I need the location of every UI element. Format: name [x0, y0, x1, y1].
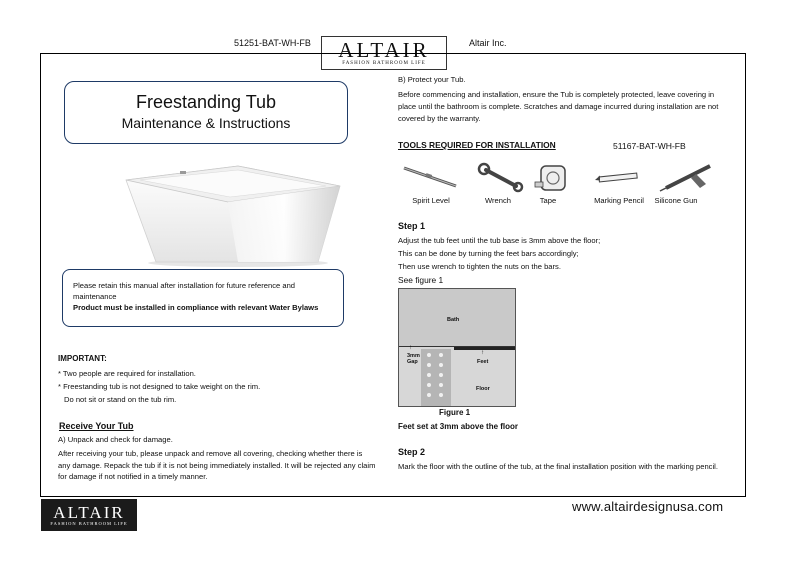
- tool-label-wrench: Wrench: [484, 196, 512, 205]
- tools-code: 51167-BAT-WH-FB: [613, 141, 686, 151]
- feet-label: Feet: [477, 359, 489, 365]
- tool-label-spirit-level: Spirit Level: [412, 196, 450, 205]
- figure-caption: Figure 1: [439, 408, 471, 417]
- tool-label-tape: Tape: [539, 196, 557, 205]
- step1-line-3: Then use wrench to tighten the nuts on the bars.: [398, 262, 561, 271]
- arrow-up-icon: ↑: [481, 350, 484, 356]
- floor-label: Floor: [476, 386, 490, 392]
- marking-pencil-icon: [595, 173, 637, 182]
- bathtub-image: [118, 162, 348, 268]
- figure-feet-bar: [421, 349, 451, 406]
- important-heading: IMPORTANT:: [58, 354, 107, 363]
- receive-paragraph: After receiving your tub, please unpack and remove all covering, checking whether there is any damage. Repack the tub if it is not being immediately installed. It will be rejected any claim for damage if not notified in a timely manner.: [58, 449, 376, 481]
- receive-sub: A) Unpack and check for damage.: [58, 435, 173, 444]
- tool-label-silicone-gun: Silicone Gun: [654, 196, 698, 205]
- gap-label-line-2: Gap: [407, 359, 418, 365]
- step1-line-1: Adjust the tub feet until the tub base is 3mm above the floor;: [398, 236, 601, 245]
- footer-logo: [41, 499, 137, 531]
- bylaws-note: Product must be installed in compliance with relevant Water Bylaws: [73, 303, 319, 312]
- title-line-2: Maintenance & Instructions: [121, 115, 291, 131]
- spirit-level-icon: [404, 168, 456, 186]
- website-link[interactable]: www.altairdesignusa.com: [572, 499, 724, 514]
- silicone-gun-icon: [660, 166, 710, 191]
- gap-label-line-1: 3mm: [407, 353, 420, 359]
- model-code: 51251-BAT-WH-FB: [234, 38, 311, 48]
- protect-paragraph: Before commencing and installation, ensure the Tub is completely protected, leave covering in place until the bathroom is complete. Scratches and damage incurred during installation are not covered by the warranty.: [398, 90, 719, 123]
- receive-heading: Receive Your Tub: [59, 421, 134, 431]
- important-item-2: * Freestanding tub is not designed to take weight on the rim.: [58, 382, 261, 391]
- arrow-up-icon: ↑: [409, 345, 412, 351]
- retain-note-box: [62, 269, 344, 327]
- tools-heading: TOOLS REQUIRED FOR INSTALLATION: [398, 140, 556, 150]
- step2-text: Mark the floor with the outline of the tub, at the final installation position with the marking pencil.: [398, 462, 718, 471]
- tool-label-marking-pencil: Marking Pencil: [594, 196, 644, 205]
- logo-tagline: FASHION BATHROOM LIFE: [342, 61, 426, 66]
- see-figure: See figure 1: [398, 275, 444, 285]
- floor-gap-line: [454, 347, 515, 350]
- step1-heading: Step 1: [398, 221, 426, 231]
- title-line-1: Freestanding Tub: [135, 92, 277, 112]
- tape-measure-icon: [535, 166, 565, 190]
- gap-label: [407, 353, 420, 365]
- protect-sub: B) Protect your Tub.: [398, 75, 466, 84]
- footer-logo-tagline: FASHION BATHROOM LIFE: [50, 521, 128, 526]
- tools-icons: [398, 160, 728, 194]
- important-item-3: Do not sit or stand on the tub rim.: [64, 395, 177, 404]
- logo-brand: ALTAIR: [338, 38, 430, 62]
- company-name: Altair Inc.: [469, 38, 507, 48]
- bath-label: Bath: [447, 317, 460, 323]
- step2-heading: Step 2: [398, 447, 426, 457]
- wrench-icon: [479, 164, 522, 191]
- footer-logo-brand: ALTAIR: [53, 503, 125, 522]
- figure-caption-2: Feet set at 3mm above the floor: [398, 422, 519, 431]
- title-box: [64, 81, 348, 144]
- feet-thread-pattern: [421, 349, 451, 406]
- important-item-1: * Two people are required for installation.: [58, 369, 196, 378]
- retain-note-text: Please retain this manual after installation for future reference and maintenance: [73, 281, 296, 301]
- step1-line-2: This can be done by turning the feet bars accordingly;: [398, 249, 579, 258]
- figure-1: [398, 288, 516, 407]
